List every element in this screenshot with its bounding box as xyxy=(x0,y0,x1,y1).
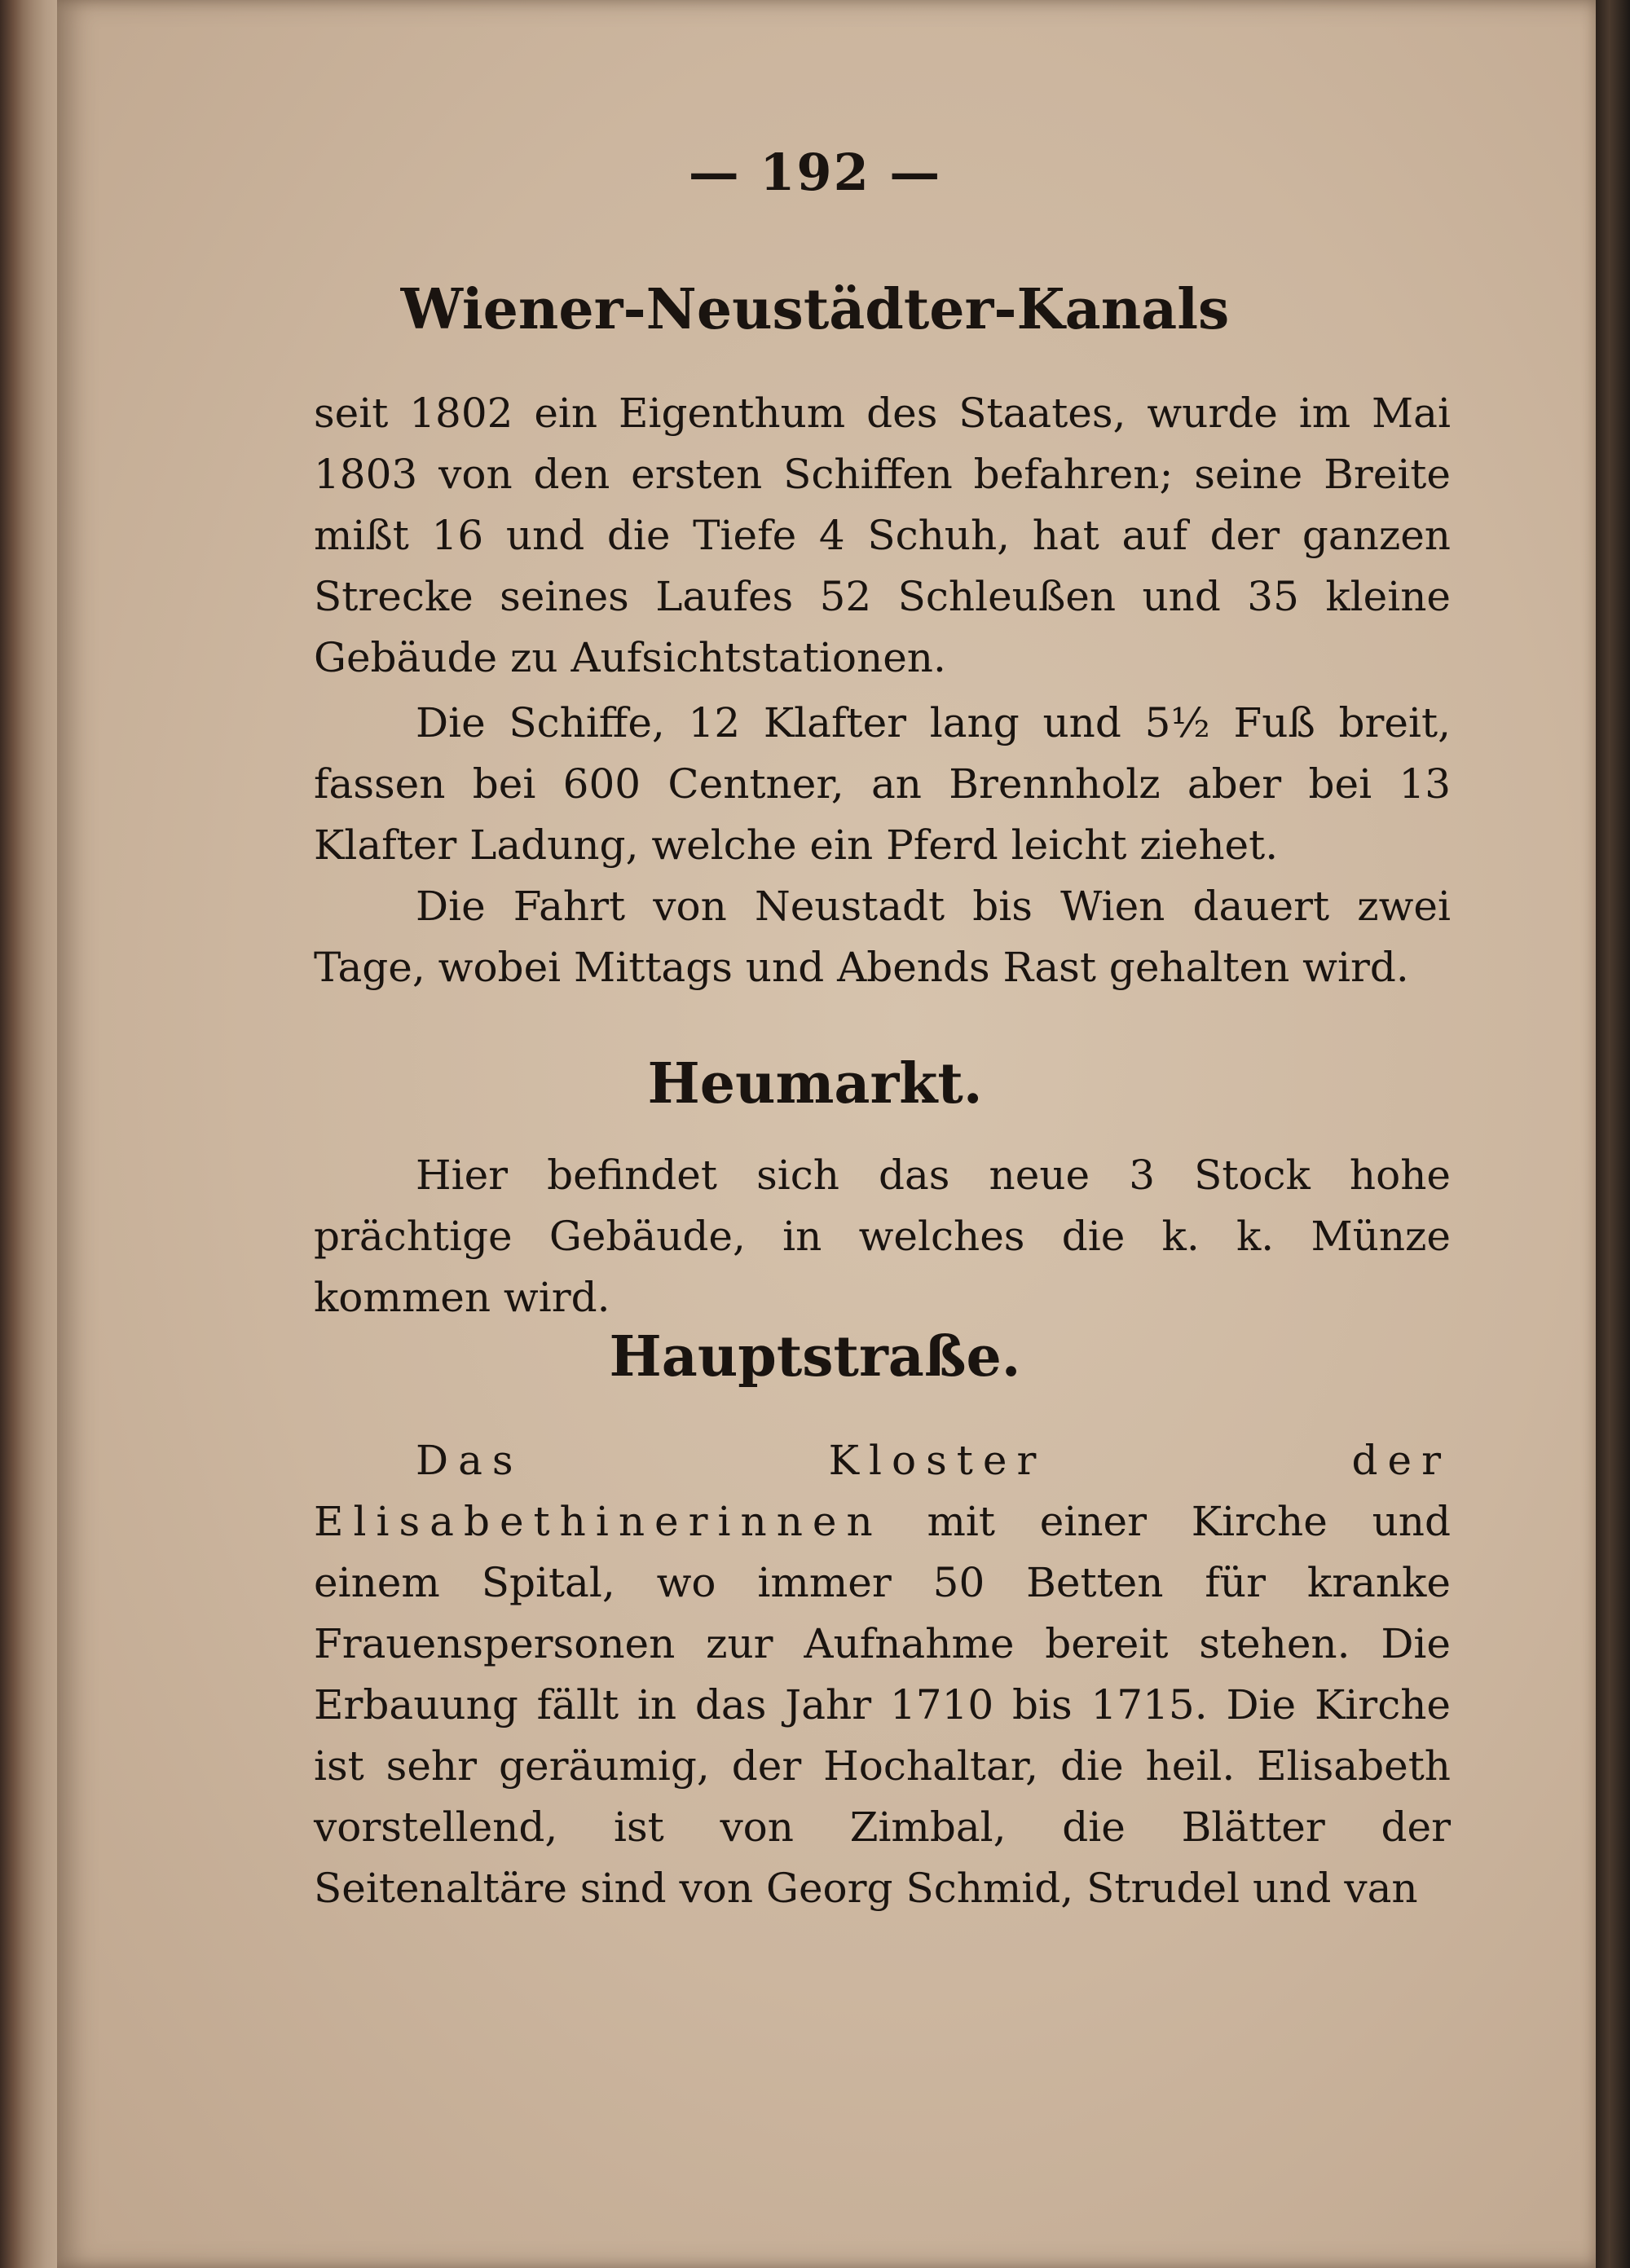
paragraph-hauptstrasse-text: mit einer Kirche und einem Spital, wo immer 50 Betten für kranke Frauenspersonen zur Aufnahme bereit stehen. Die Erbauung fällt in das Jahr 1710 bis 1715. Die Kirche ist sehr geräumig, der Hochaltar, die heil. Elisabeth vorstellend, ist von Zimbal, die Blätter der Seitenaltäre sind von Georg Schmid, Strudel und van xyxy=(314,1498,1451,1912)
paragraph-kanal-1: seit 1802 ein Eigenthum des Staates, wurde im Mai 1803 von den ersten Schiffen befahren; seine Breite mißt 16 und die Tiefe 4 Schuh, hat auf der ganzen Strecke seines Laufes 52 Schleußen und 35 kleine Gebäude zu Aufsichtstationen. xyxy=(314,390,1451,681)
page-number: — 192 — xyxy=(688,143,942,202)
paragraph-kanal-3: Die Fahrt von Neustadt bis Wien dauert zwei Tage, wobei Mittags und Abends Rast gehalten wird. xyxy=(314,883,1451,991)
section-heading-kanal: Wiener-Neustädter-Kanals xyxy=(400,277,1230,342)
paragraph-hauptstrasse xyxy=(314,1430,1451,1919)
paragraph-kanal-2: Die Schiffe, 12 Klafter lang und 5½ Fuß breit, fassen bei 600 Centner, an Brennholz aber bei 13 Klafter Ladung, welche ein Pferd leicht ziehet. xyxy=(314,699,1451,869)
paragraph-heumarkt: Hier befindet sich das neue 3 Stock hohe prächtige Gebäude, in welches die k. k. Münze kommen wird. xyxy=(314,1152,1451,1321)
section-heading-hauptstrasse: Hauptstraße. xyxy=(609,1324,1021,1389)
spaced-name-elisabethinerinnen: Das Kloster der Elisabethinerinnen xyxy=(314,1437,1451,1545)
section-heading-heumarkt: Heumarkt. xyxy=(647,1051,983,1116)
